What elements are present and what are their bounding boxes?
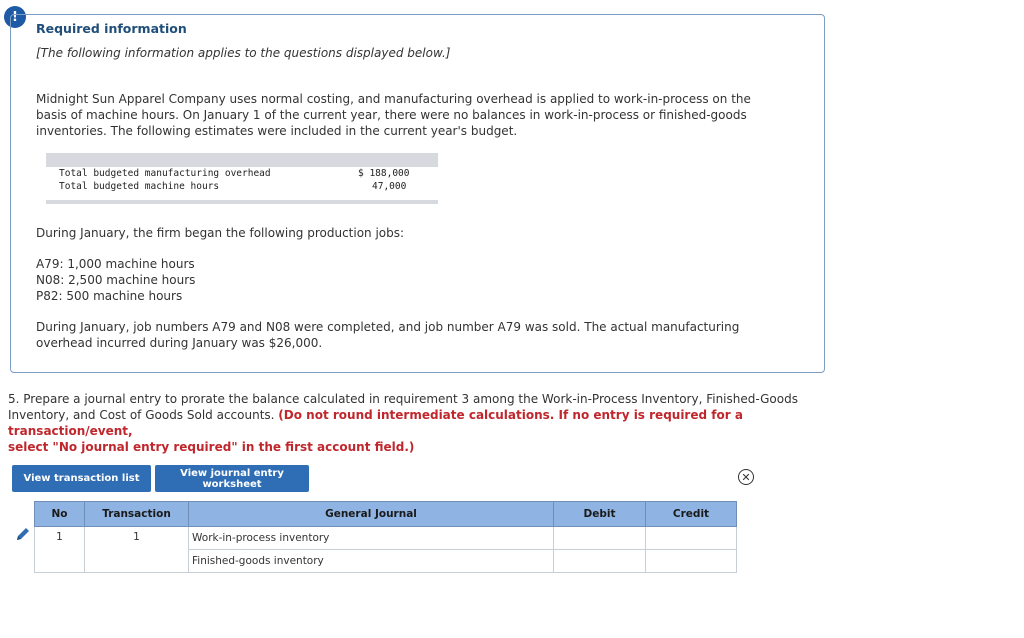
header-credit: Credit [646,502,737,527]
question-instruction: select "No journal entry required" in the first account field.) [8,440,415,454]
jobs-list [36,256,195,304]
job-item: P82: 500 machine hours [36,289,183,303]
close-icon[interactable]: ✕ [738,469,754,485]
intro-line: inventories. The following estimates were included in the current year's budget. [36,124,518,138]
question-instruction: (Do not round intermediate calculations. If no entry is required for a transaction/event, [8,408,743,438]
job-item: N08: 2,500 machine hours [36,273,196,287]
estimate-label-hours: Total budgeted machine hours [59,181,220,192]
closing-line: During January, job numbers A79 and N08 were completed, and job number A79 was sold. The actual manufacturing [36,320,740,334]
view-journal-entry-worksheet-button[interactable]: View journal entry worksheet [155,465,309,492]
table-top-rule [46,153,438,167]
header-debit: Debit [554,502,646,527]
table-row [35,527,737,550]
question-line-2 [8,407,838,439]
row-no: 1 [35,527,85,573]
credit-cell[interactable] [646,550,737,573]
account-cell[interactable]: Work-in-process inventory [189,527,554,550]
required-information-title: Required information [36,21,187,36]
question-line-3 [8,439,838,455]
estimate-value-overhead: $ 188,000 [358,168,410,179]
question-5 [8,391,838,455]
header-no: No [35,502,85,527]
view-transaction-list-button[interactable]: View transaction list [12,465,151,492]
required-information-subtitle: [The following information applies to the questions displayed below.] [36,46,451,60]
job-item: A79: 1,000 machine hours [36,257,195,271]
closing-line: overhead incurred during January was $26,000. [36,336,323,350]
journal-header-row [35,502,737,527]
budget-estimates-table [46,153,438,204]
estimate-value-hours: 47,000 [372,181,407,192]
debit-cell[interactable] [554,550,646,573]
edit-pencil-icon[interactable] [14,525,32,543]
intro-line: Midnight Sun Apparel Company uses normal costing, and manufacturing overhead is applied to work-in-process on the [36,92,751,106]
header-general-journal: General Journal [189,502,554,527]
row-transaction: 1 [85,527,189,573]
table-bottom-rule [46,200,438,204]
intro-paragraph [36,91,751,139]
journal-table [34,501,737,573]
debit-cell[interactable] [554,527,646,550]
alert-icon: ! [4,6,26,28]
intro-line: basis of machine hours. On January 1 of the current year, there were no balances in work-in-process or finished-goods [36,108,747,122]
estimate-label-overhead: Total budgeted manufacturing overhead [59,168,271,179]
account-cell[interactable]: Finished-goods inventory [189,550,554,573]
closing-paragraph [36,319,739,351]
question-line-1: 5. Prepare a journal entry to prorate the balance calculated in requirement 3 among the Work-in-Process Inventory, Finished-Goods [8,392,798,406]
question-text: Inventory, and Cost of Goods Sold accounts. [8,408,279,422]
credit-cell[interactable] [646,527,737,550]
jobs-intro: During January, the firm began the following production jobs: [36,226,405,240]
header-transaction: Transaction [85,502,189,527]
